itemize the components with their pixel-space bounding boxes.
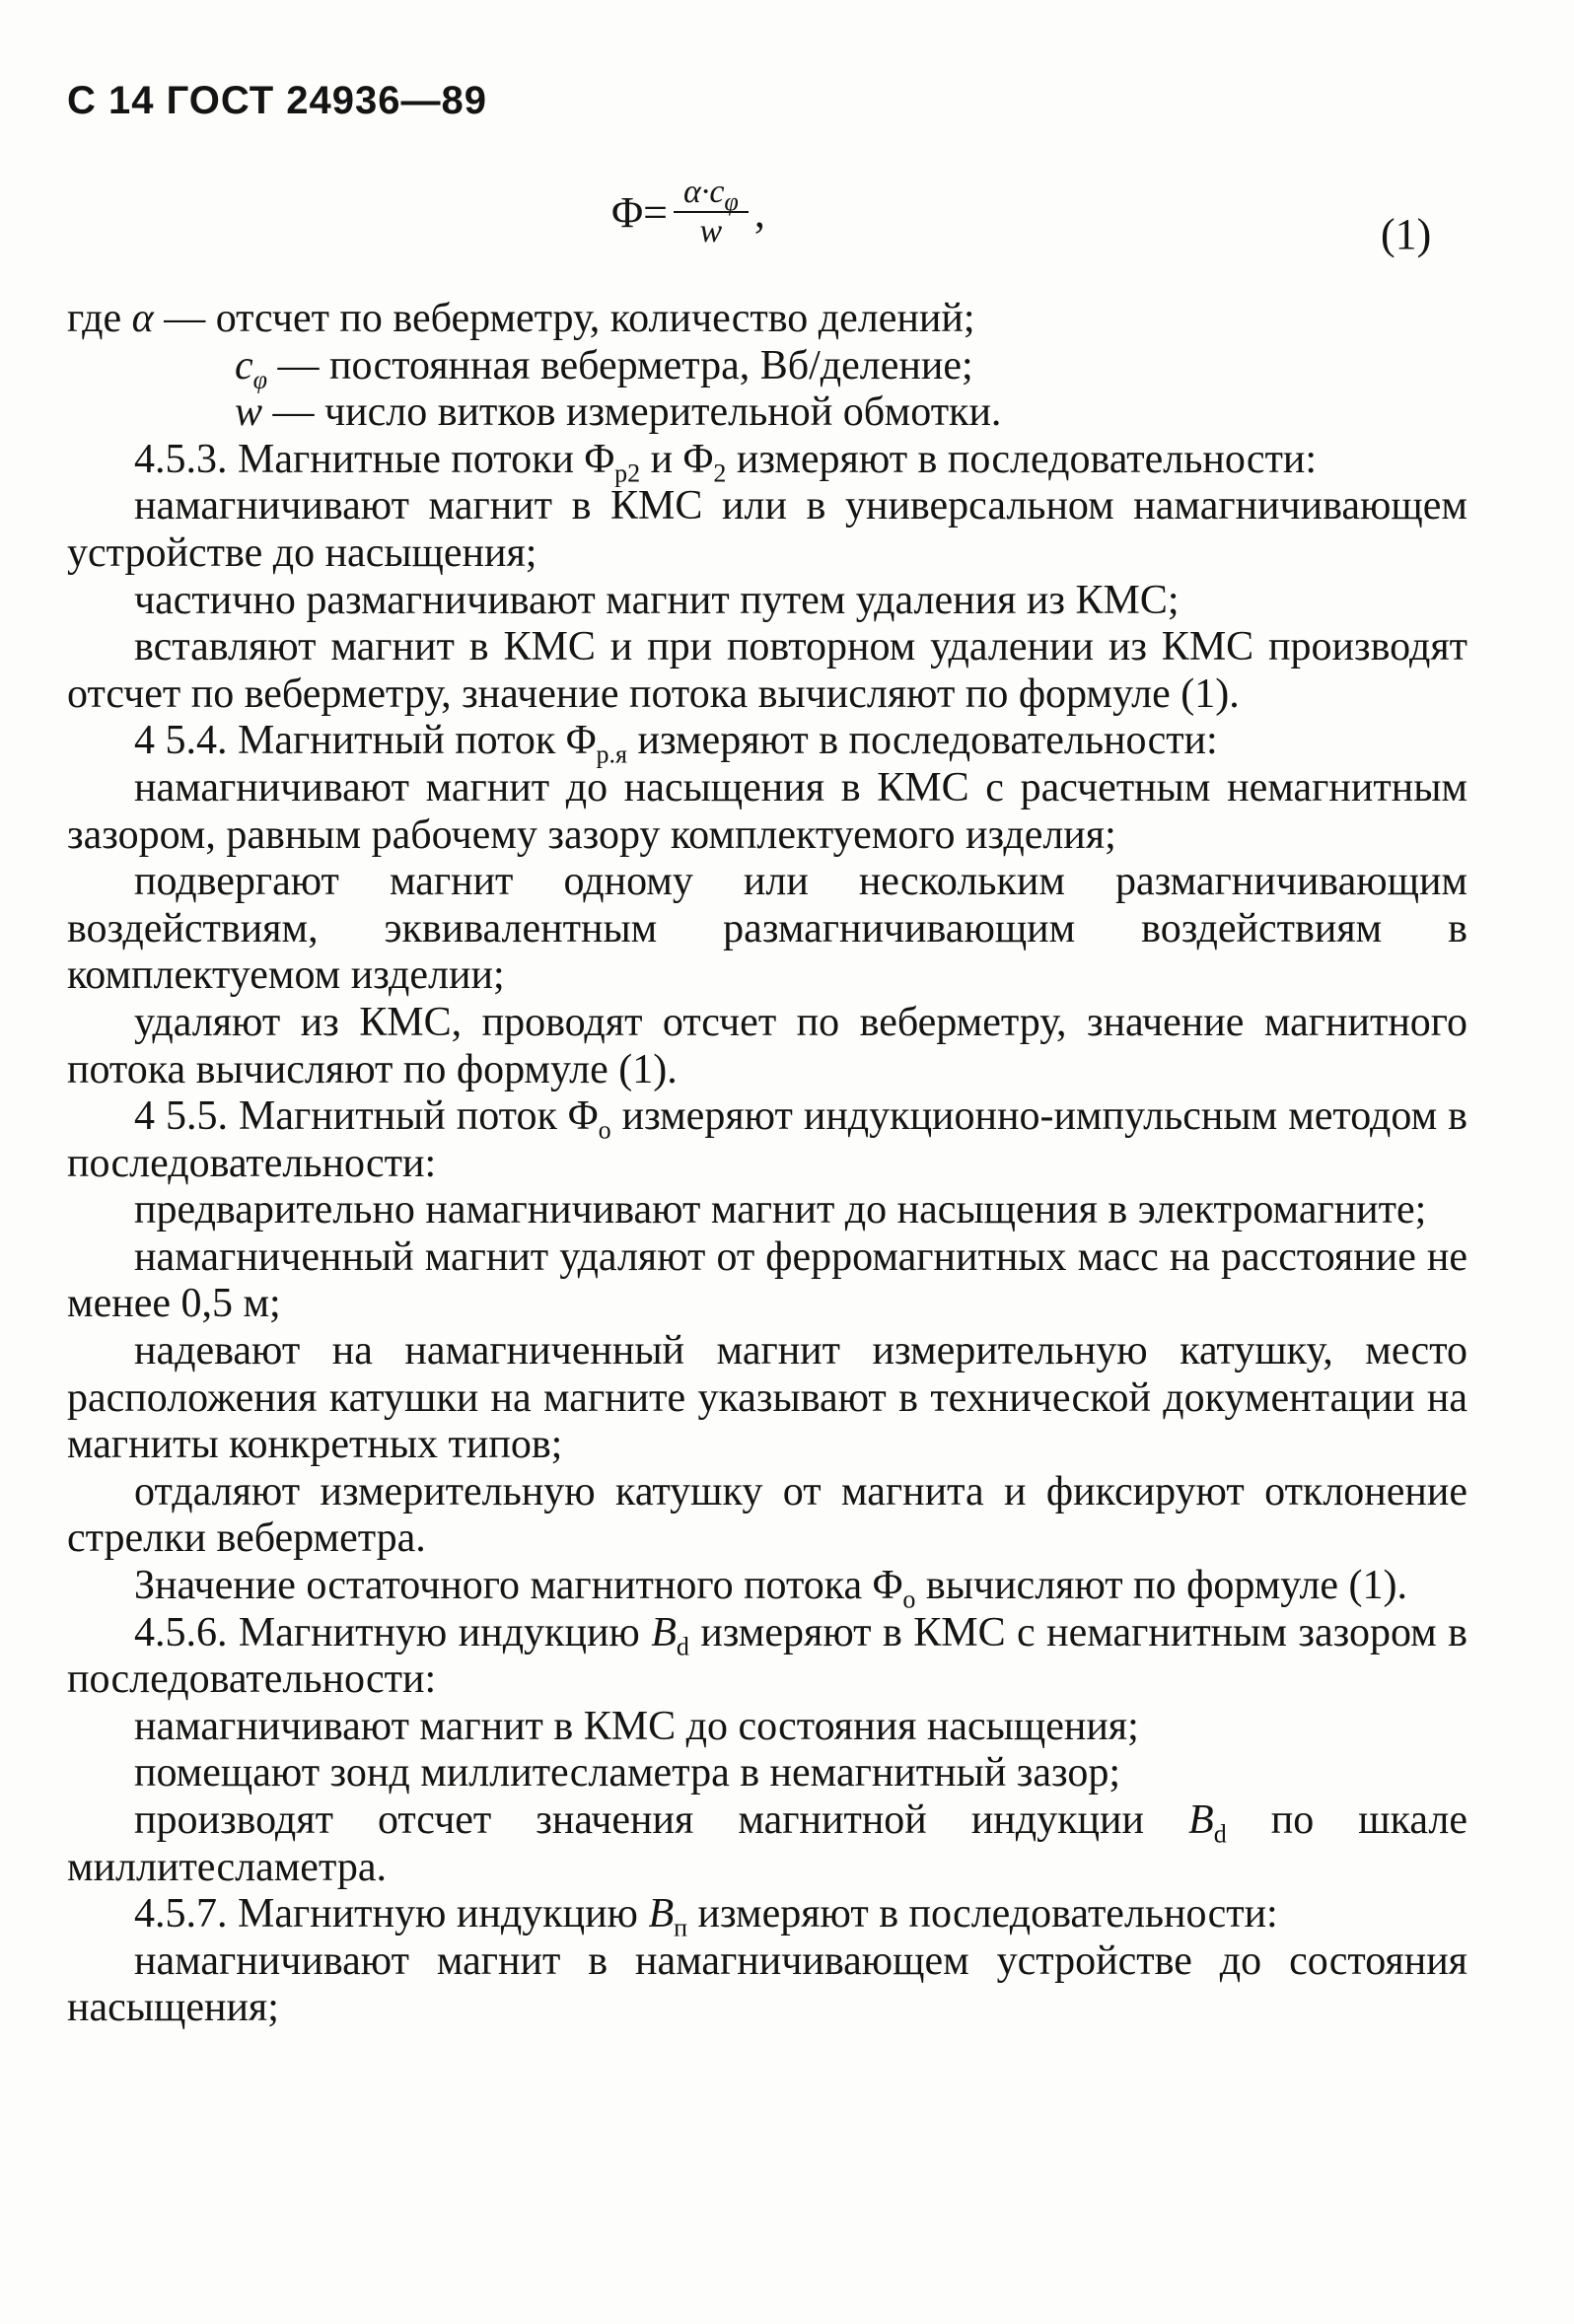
list-item: отдаляют измерительную катушку от магнита и фиксируют отклонение стрелки веберметра. (67, 1468, 1467, 1562)
list-item: надевают на намагниченный магнит измерительную катушку, место расположения катушки на магните указывают в технической документации на магниты конкретных типов; (67, 1328, 1467, 1468)
formula-denominator: w (699, 213, 723, 249)
formula-lhs: Φ= (611, 187, 668, 237)
section-4-5-7: 4.5.7. Магнитную индукцию $B_п$ измеряют в последовательности: (134, 1891, 1278, 1942)
equation-number: (1) (1381, 210, 1432, 258)
list-item: предварительно намагничивают магнит до насыщения в электромагните; (134, 1187, 1427, 1233)
list-item: частично размагничивают магнит путем удаления из КМС; (134, 577, 1180, 623)
list-item: намагничивают магнит в КМС или в универсальном намагничивающем устройстве до насыщения; (67, 483, 1467, 576)
list-item: помещают зонд миллитесламетра в немагнитный зазор; (134, 1750, 1121, 1796)
definition-w: w — число витков измерительной обмотки. (235, 389, 1002, 436)
definition-c: $c_\varphi$ — постоянная веберметра, Вб/деление; (235, 342, 973, 393)
definition-a: где α — отсчет по веберметру, количество делений; (67, 296, 975, 341)
section-4-5-4: 4 5.4. Магнитный поток $\Phi_{р.я}$ измеряют в последовательности: (134, 718, 1218, 769)
list-item: намагниченный магнит удаляют от ферромагнитных масс на расстояние не менее 0,5 м; (67, 1233, 1467, 1327)
document-body (67, 296, 1467, 2032)
page-header: С 14 ГОСТ 24936—89 (67, 79, 488, 122)
list-item: производят отсчет значения магнитной индукции $B_d$ по шкале миллитесламетра. (67, 1797, 1467, 1890)
list-item: намагничивают магнит в КМС до состояния насыщения; (134, 1703, 1139, 1749)
formula-1 (611, 174, 765, 250)
value-statement: Значение остаточного магнитного потока $\Phi_о$ вычисляют по формуле (1). (134, 1563, 1408, 1614)
list-item: вставляют магнит в КМС и при повторном удалении из КМС производят отсчет по веберметру, значение потока вычисляют по формуле (1). (67, 624, 1467, 717)
list-item: намагничивают магнит до насыщения в КМС с расчетным немагнитным зазором, равным рабочему зазору комплектуемого изделия; (67, 764, 1467, 858)
formula-numerator: $\alpha\cdot c_\varphi$ (674, 174, 749, 213)
section-4-5-3: 4.5.3. Магнитные потоки $\Phi_{р2}$ и $\Phi_2$ измеряют в последовательности: (134, 436, 1318, 488)
list-item: удаляют из КМС, проводят отсчет по веберметру, значение магнитного потока вычисляют по формуле (1). (67, 999, 1467, 1092)
formula-fraction (674, 174, 749, 250)
list-item: подвергают магнит одному или нескольким размагничивающим воздействиям, эквивалентным размагничивающим воздействиям в комплектуемом изделии; (67, 859, 1467, 999)
formula-comma: , (753, 187, 765, 237)
section-4-5-5: 4 5.5. Магнитный поток $\Phi_о$ измеряют индукционно-импульсным методом в последовательности: (67, 1093, 1467, 1186)
section-4-5-6: 4.5.6. Магнитную индукцию $B_d$ измеряют в КМС с немагнитным зазором в последовательности: (67, 1609, 1467, 1703)
list-item: намагничивают магнит в намагничивающем устройстве до состояния насыщения; (67, 1937, 1467, 2031)
